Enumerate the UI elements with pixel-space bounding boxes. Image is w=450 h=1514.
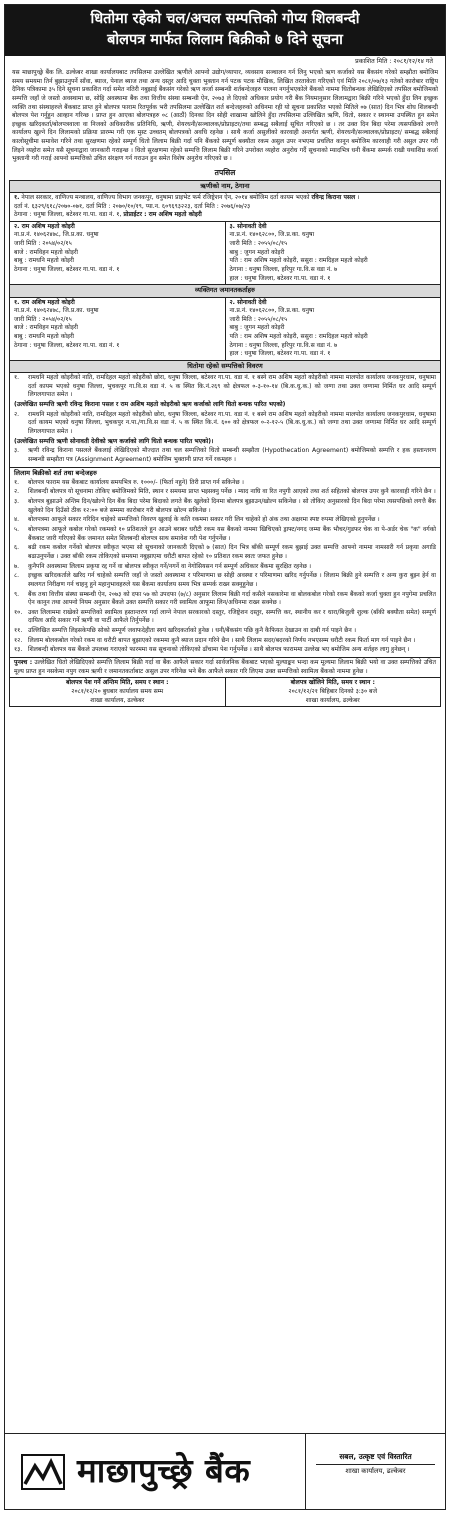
property-item-text: रामधनि महतो कोइरीको नाति, रामदिहल महतो कोइरीको छोरा, धनुषा जिल्ला, बटेश्वर गा.पा. वडा नं. १ बस्ने राम अशिष महतो कोइरीको नाममा मालपोत कार्यालय जनकपुरधाम, धनुषामा दर्ता कायम भएको धनुषा जिल्ला, भुचकपुर न.पा./गा.वि.स वडा नं. ५ क स्थित कि.नं. ६०० को क्षेत्रफल ०-२-१२-५ (बि.क.धु.क.) को जग्गा तथा उक्त जग्गामा निर्मित घर आदि सम्पूर्ण लिगलगापात समेत । — [28, 410, 436, 436]
owner-line: जारी मिति : २०५५/०८/१५ — [229, 240, 288, 248]
guarantor-line: जारी मिति : २०५५/०८/१५ — [229, 315, 288, 323]
guarantor-title: १. राम अशिष महतो कोइरी — [14, 298, 75, 306]
condition-num: ८. — [14, 572, 20, 580]
condition-num: ११. — [14, 627, 23, 635]
condition-text: इच्छुक खरिदकर्ताले खरिद गर्न चाहेको सम्पत्ति जहाँ जे जस्तो अवस्थामा र परिमाणमा छ सोही अवस्था र परिमाणमा खरिद गर्नुपर्नेछ । लिलाम बिक्री हुने सम्पत्ति र अन्य कुरा बुझ्न हेर्न वा स्थलगत निरीक्षण गर्न चाहनु हुने महानुभावहरुले यस बैंकमा कार्यालय समय भित्र सम्पर्क राख्न सक्नुहुनेछ । — [28, 572, 436, 588]
condition-item — [14, 609, 436, 626]
owner-line: हाल : धनुषा जिल्ला, बटेश्वर गा.पा. वडा नं. १ — [229, 274, 331, 282]
guarantors-heading: व्यक्तिगत जमानतकर्ताहरु — [10, 285, 441, 297]
condition-text: बढी रकम कबोल गर्नेको बोलपत्र स्वीकृत भएमा सो सूचनाको जानकारी दिएको ७ (सात) दिन भित्र बाँकी सम्पूर्ण रकम बुझाई उक्त सम्पत्ति आफ्नो नाममा नामसारी गर्न प्रकृया अगाडि बढाउनुपर्नेछ । उक्त बाँकी रकम तोकिएको समयमा नबुझाएमा धरौटी बापत रहेको १० प्रतिशत रकम स्वतः जफत हुनेछ । — [28, 544, 436, 560]
guarantor-line: बाबु : जुगन महतो कोइरी — [229, 324, 285, 332]
bank-logo-icon — [21, 1454, 65, 1490]
owner-line: ठेगाना : धनुषा जिल्ला, हरिपुर गा.वि.स वडा नं. ७ — [229, 266, 338, 273]
guarantor-line: जारी मिति : २०५४/०२/१५ — [14, 315, 72, 323]
property-note: (उल्लेखित सम्पत्ति ऋणी सोनावती देवीको ऋण कर्जाको लागि धितो बन्धक पारित भएको)। — [14, 437, 214, 445]
borrower-line1-post: । — [355, 193, 360, 201]
bank-tagline: सबल, उत्कृष्ट एवं विस्तारित — [316, 1452, 435, 1465]
owner-line: बाजे : रामविहन महतो कोइरी — [14, 248, 78, 256]
submission-title: बोलपत्र पेश गर्ने अन्तिम मिति, समय र स्थान : — [65, 679, 169, 687]
auction-notice — [4, 4, 446, 1510]
guarantor-line: बाजे : रामविहन महतो कोइरी — [14, 324, 78, 332]
opening-place: शाखा कार्यालय, ढल्केबर — [305, 696, 360, 704]
condition-num: ३. — [14, 498, 20, 506]
owner-cell-1 — [10, 221, 226, 284]
borrower-line1-pre: नेपाल सरकार, वाणिज्य मन्त्रालय, वाणिज्य विभाग जनकपुर, धनुषामा प्राइभेट फर्म रजिष्ट्रेशन ऐन, २०१४ बमोजिम दर्ता कायम भएको — [21, 193, 312, 201]
condition-num: १३. — [14, 646, 23, 654]
bank-name: माछापुच्छ्रे बैंक — [77, 1451, 251, 1491]
guarantor-cell-2 — [225, 297, 441, 360]
tapsil-heading: तपसिल — [214, 168, 236, 178]
submission-info — [10, 678, 226, 707]
condition-num: ७. — [14, 562, 20, 570]
condition-item — [14, 516, 436, 525]
notice-header — [5, 5, 445, 56]
property-item-num: १. — [14, 374, 20, 382]
punash-cell — [10, 658, 441, 678]
condition-num: १. — [14, 478, 20, 486]
owner-cell-2 — [225, 221, 441, 284]
condition-item — [14, 572, 436, 589]
borrower-name: रविन्द्र किराना पसल — [311, 193, 356, 201]
condition-item — [14, 646, 436, 655]
property-item-num: २. — [14, 410, 20, 418]
conditions-cell — [10, 467, 441, 657]
condition-num: ६. — [14, 544, 20, 552]
condition-text: शिलबन्दी बोलपत्र यो सूचनामा तोकिए बमोजिमको मिति, स्थान र समयमा प्राप्त भइसक्नु पर्नेछ । म्याद नाघि वा रित नपुगी आएको तथा शर्त सहितको बोलपत्र उपर कुनै कारवाही गरिने छैन । — [28, 488, 436, 496]
condition-item — [14, 544, 436, 561]
details-table — [9, 180, 441, 708]
condition-num: २. — [14, 488, 20, 496]
property-item-num: ३. — [14, 447, 20, 455]
condition-item — [14, 591, 436, 608]
intro-paragraph: यस माछापुच्छ्रे बैंक लि. ढल्केबर शाखा कार्यालयबाट तपसिलमा उल्लेखित ऋणीले आफ्नो उद्योग/व्यापार, व्यवसाय सञ्चालन गर्न लिनु भएको ऋण कर्जाको यस बैंकसंग गरेको सम्झौता बमोजिम समय समयमा तिर्न बुझाउनुपर्ने साँवा, ब्याज, पेनाल ब्याज तथा अन्य दस्तुर आदि चुक्ता भुक्तान गर्न पटक पटक मौखिक, लिखित तरताकेता गरिएको एवं मिति २०८१/०७/१३ गतेको कारोबार राष्ट्रिय दैनिक पत्रिकामा ३५ दिने सूचना प्रकाशित गर्दा समेत नतिरी नबुझाई बैंकसंग गरेको ऋण कर्जा सम्बन्धी शर्तबन्देजहरु पालना नगर्नुभएकोले बैंकको नाममा धितोबन्धक लेखिदिएको तपसिल बमोजिमको सम्पत्ति जहाँ जे जस्तो अवस्थामा छ, सोहि अवस्थामा बैंक तथा वित्तीय संस्था सम्बन्धी ऐन, २०७३ ले दिएको अधिकार प्रयोग गरी बैंक नियमानुसार लिलामद्वारा बिक्री गरिने भएको हुँदा लिन इच्छुक व्यक्ति तथा संस्थाहरुले बैंकबाट प्राप्त हुने बोलपत्र फाराम रितपूर्वक भरी तपसिलमा उल्लेखित शर्त बन्देजहरुको अधिनमा रही यो सूचना प्रकाशित भएको मितिले ०७ (सात) दिन भित्र शोघ शिलबन्दी बोलपत्र पेश गर्नुहुन आव्हान गरिन्छ । प्राप्त हुन आएका बोलपत्रहरु ०८ (आठौं) दिनका दिन सोही शाखामा खोलिने हुँदा तपसिलमा उल्लिखित ऋणि, धितो, सकार र स्थानमा उपस्थित हुन समेत इच्छुक खरिदकर्ता/बोलपत्रवाला वा निजको अधिकारीक प्रतिनिधि, ऋणी, शेयरधनी/सञ्चालक/प्रोप्राइटर/तथा सम्बद्ध सबैलाई सूचित गरिएको छ । तर उक्त दिन बिदा परेमा त्यसपछिको लगत्तै कार्यालय खुल्ने दिन लिलामको प्रक्रिया प्रारम्भ गरी एक मुस्ट उच्चतम् बोलपत्रको अवधि रहनेछ । साथै कर्जा असुलीको कारवाही अन्तर्गत ऋणी, शेयरधनी/सञ्चालक/प्रोप्राइटर/ सम्बद्ध सबैलाई कालोसूचीमा समावेश गरिने तथा सुरक्षणमा रहेको सम्पूर्ण धितो लिलाम बिक्री गर्दा पनि बैंकको सम्पूर्ण बक्यौता रकम असुल उपर नभएमा प्रचलित कानून बमोजिम कारवाही गरी असुल उपर गरी लिइने व्यहोरा समेत यसै सूचनाद्वारा जानकारी गराइन्छ । धितो सुरक्षणमा रहेको सम्पत्ति लिलाम बिक्री गरिने उपरोक्त व्यहोरा अनुरोध गर्दै सूचनाको म्यादभित्र धनी बैंकमा सम्पर्क राखी यथाशिघ्र कर्जा भुक्तानी गरी गराई आफ्नो सम्पत्तिको उचित संरक्षण गर्न गराउन हुन समेत विशेष अनुरोध गरिएको छ । — [12, 68, 438, 163]
owner-title: ३. सोनावती देवी — [229, 222, 267, 230]
guarantor-line: ठेगाना : धनुषा जिल्ला, बटेश्वर गा.पा. वडा नं. १ — [14, 341, 120, 349]
notice-title-line1: धितोमा रहेको चल/अचल सम्पत्तिको गोप्य शिलबन्दी — [90, 11, 360, 27]
guarantor-line: ना.प्र.नं. १४०६२८००, जि.प्र.का. धनुषा — [229, 307, 315, 315]
guarantor-line: पति : राम अशिष महतो कोइरी, ससुरा : रामदिहल महतो कोइरी — [229, 333, 368, 341]
condition-text: बोलपत्र बुझाउने अन्तिम दिन/खोल्ने दिन बैंक बिदा परेमा बिदाको लगते बैंक खुलेको दिनमा बोलपत्र बुझाउन/खोल्न सकिनेछ । सो तोकिए अनुसारको दिन बिदा परेमा त्यसपछिको लगत्तै बैंक खुलेको दिन दिउँसो ठीक १२:०० बजे सम्ममा कारोबार गरी बोलपत्र खोल्न सकिनेछ । — [28, 498, 436, 514]
owner-line: ठेगाना : धनुषा जिल्ला, बटेश्वर गा.पा. वडा नं. १ — [14, 266, 120, 273]
published-date: प्रकाशित मिति : २०८१/१२/१४ गते — [355, 58, 433, 66]
condition-item — [14, 627, 436, 636]
opening-title: बोलपत्र खोलिने मिति, समय र स्थान : — [290, 679, 375, 687]
property-cell — [10, 373, 441, 467]
borrower-address-text: ठेगाना : धनुषा जिल्ला, बटेश्वर गा.पा. वडा नं. १, — [14, 211, 124, 219]
punash-text: उल्लेखित धितो लेखिदिएको सम्पत्ति लिलाम बिक्री गर्दा वा बैंक आफैले सकार गर्दा सार्वजनिक बैंकबाट भएको मूल्याङ्कन भन्दा कम मूल्यमा लिलाम बिक्री भयो वा उक्त सम्पत्तिको उचित मूल्य प्राप्त हुन नसकेमा नपुग रकम ऋणी र जमानतकर्ताबाट असुल उपर गरिनेछ भने बैंक आफैले सकार गरि लिएमा उक्त सम्पत्तिको स्वामित्व बैंकको नाममा हुनेछ । — [14, 659, 436, 675]
guarantor-line: ना.प्र.नं. १४०६२४७८, जि.प्र.का. धनुषा — [14, 307, 99, 315]
condition-text: कुनैपनि अवस्थामा लिलाम प्रकृया रद्द गर्ने वा बोलपत्र स्वीकृत गर्ने/नगर्ने वा नेगोसियसन गर्न सम्पूर्ण अधिकार बैंकमा सुरक्षित रहनेछ । — [28, 562, 312, 570]
guarantor-cell-1 — [10, 297, 226, 360]
guarantor-line: हाल : धनुषा जिल्ला, बटेश्वर गा.पा. वडा नं. १ — [229, 350, 331, 358]
condition-item — [14, 563, 436, 572]
borrower-num: १. — [14, 193, 20, 201]
submission-place: शाखा कार्यालय, ढल्केबर — [90, 696, 145, 704]
condition-num: ९. — [14, 590, 20, 598]
guarantor-line: बाबु : रामधनि महतो कोइरी — [14, 333, 75, 341]
condition-text: उल्लिखित सम्पत्ति लिइसकेपछि सोको सम्पूर्ण जवाफदेहीता स्वयं खरिदकर्ताको हुनेछ । धनी/बैंकसंग पछि कुनै कैफियत देखाउन वा दाबी गर्न पाइने छैन । — [28, 627, 357, 635]
condition-item — [14, 479, 436, 488]
condition-num: १०. — [14, 608, 23, 616]
property-item-text: ऋणी रविन्द्र किराना पसलले बैंकलाई लेखिदिएको मौज्दात तथा चल सम्पत्तिको धितो सम्बन्धी सम्झौता (Hypothecation Agreement) बमोजिमको सम्पत्ति र हक हस्तान्तरण सम्बन्धी सम्झौता पत्र (Assignment Agreement) बमोजिम भुक्तानी प्राप्त गर्ने रकमहरु । — [28, 447, 436, 463]
condition-text: बोलपत्र फाराम यस बैंकबाट कार्यालय समयभित्र रु. १०००/- (फिर्ता नहुने) तिरी प्राप्त गर्न सकिनेछ । — [28, 478, 244, 486]
condition-num: ५. — [14, 526, 20, 534]
condition-item — [14, 498, 436, 515]
conditions-heading: लिलाम बिक्रीको शर्त तथा बन्देजहरु — [14, 468, 97, 477]
property-heading: धितोमा रहेको सम्पत्तिको विवरण — [10, 360, 441, 372]
condition-text: बोलपत्रमा आफूले सकार गरिदिन चाहेको सम्पत्तिको विवरण खुलाई के कति रकममा सकार गरी लिन चाहेको हो अंक तथा अक्षरमा स्पष्ट रुपमा लेखिएको हुनुपर्नेछ । — [28, 516, 380, 524]
borrower-heading: ऋणीको नाम, ठेगाना — [10, 180, 441, 192]
property-item — [14, 411, 436, 437]
punash-label: पुनश्च : — [14, 659, 33, 666]
condition-item — [14, 526, 436, 543]
guarantor-line: ठेगाना : धनुषा जिल्ला, हरिपुर गा.वि.स वडा नं. ७ — [229, 341, 338, 349]
condition-item — [14, 488, 436, 497]
submission-date: २०८१/१२/२० बुधबार कार्यालय समय सम्म — [71, 687, 164, 695]
borrower-cell — [10, 192, 441, 221]
owner-line: बाबु : रामधनि महतो कोइरी — [14, 257, 75, 265]
condition-text: बोलपत्रमा आफूले कबोल गरेको रकमको १० प्रतिशतले हुन आउने बराबर धरौटी रकम यस बैंकको नाममा खिचिएको ड्राफ्ट/नगद जम्मा बैंक भौचर/गुडफर चेक वा पे-अर्डर चेक "क" वर्गको बैंकबाट जारी गरिएको बैंक जमानत समेत शिलबन्दी बोलपत्र साथ समावेश गरी पेश गर्नुपर्नेछ । — [28, 526, 436, 542]
condition-num: ४. — [14, 516, 20, 524]
owner-line: बाबु : जुगन महतो कोइरी — [229, 248, 285, 256]
opening-info — [225, 678, 441, 707]
notice-title-line2: बोलपत्र मार्फत लिलाम बिक्रीको ७ दिने सूचना — [107, 32, 343, 49]
opening-date: २०८१/१२/२१ बिहिबार दिनको ३:३० बजे — [288, 687, 378, 695]
property-note: (उल्लेखित सम्पत्ति ऋणी रविन्द्र किराना पसल र राम अशिष महतो कोइरीको ऋण कर्जाको लागि धितो बन्धक पारित भएको) — [14, 401, 286, 409]
property-item — [14, 447, 436, 464]
condition-text: बैंक तथा वित्तीय संस्था सम्बन्धी ऐन, २०७३ को दफा ५७ को उपदफा (७/८) अनुसार लिलाम बिक्री गर्दा कसैले नसकारेमा वा बोलकबोल गरेको रकम बैंकको कर्जा चुक्ता हुन नपुगेमा प्रचलित ऐन कानुन तथा आफ्नो नियम अनुसार बैंकले उक्त सम्पत्ति सकार गरी स्वामित्व आफूमा लिन/अधिनमा राख्न सक्नेछ । — [28, 590, 436, 607]
bank-tagline-box — [305, 1434, 445, 1509]
condition-text: उक्त लिलाममा राखेको सम्पत्तिको स्वामित्व हस्तान्तरण गर्दा लाग्ने नेपाल सरकारको दस्तुर, रजिष्ट्रेशन दस्तुर, सम्पत्ति कर, स्थानीय कर र धारा/बिजुली शुल्क (बाँकी बक्यौता समेत) सम्पूर्ण दायित्व आदि सकार गर्ने ऋणी वा पार्टी आफैले तिर्नुपर्नेछ । — [28, 608, 436, 625]
bank-branch: शाखा कार्यालय, ढल्केबर — [345, 1467, 406, 1476]
property-item-text: रामधनि महतो कोइरीको नाति, रामदिहल महतो कोइरीको छोरा, धनुषा जिल्ला, बटेश्वर गा.पा. वडा नं. १ बस्ने राम अशिष महतो कोइरीको नाममा मालपोत कार्यालय जनकपुरधाम, धनुषामा दर्ता कायम भएको धनुषा जिल्ला, भुचकपुर गा.वि.स वडा नं. ५ क स्थित कि.नं.२६९ को क्षेत्रफल ०-३-१०-१४ (बि.क.धु.क.) को जग्गा तथा उक्त जग्गामा निर्मित घर आदि सम्पूर्ण लिगलगापात समेत । — [28, 374, 436, 399]
condition-text: लिलाम बोलकबोल गरेको रकम वा धरौटी बापत बुझाएको रकममा कुनै ब्याज प्रदान गरिने छैन । साथै लिलाम सदर/बदरको निर्णय नभएसम्म धरौटी रकम फिर्ता माग गर्न पाइने छैन । — [28, 636, 416, 644]
owner-line: ना.प्र.नं. १४०६२८००, जि.प्र.का. धनुषा — [229, 231, 315, 239]
guarantor-title: २. सोनावती देवी — [229, 298, 267, 306]
owner-title: २. राम अशिष महतो कोइरी — [14, 222, 75, 230]
borrower-address — [14, 211, 436, 220]
bank-brand-bar — [5, 1433, 445, 1509]
owner-line: जारी मिति : २०५४/०२/१५ — [14, 240, 72, 248]
condition-text: शिलबन्दी बोलपत्र यस बैंकले उपलब्ध गराएको फारममा यस सूचनाको तोकिएको ढाँचामा पेश गर्नुपर्नेछ । साथै बोलपत्र फाराममा उल्लेख भए बमोजिम अन्य शर्तहरु लागु हुनेछन् । — [28, 646, 410, 654]
owner-line: पति : राम अशिष महतो कोइरी, ससुरा : रामदिहल महतो कोइरी — [229, 257, 368, 265]
borrower-registration: दर्ता नं. ६३२९/६१८/२०७०-०७१, दर्ता मिति : २०७०/१०/१९, प्या.न. ६०९६९३२२३, दर्ता मिति : २०७६/०७/२३ — [14, 202, 251, 210]
owner-line: ना.प्र.नं. १४०६२४७८, जि.प्र.का. धनुषा — [14, 231, 99, 239]
condition-item — [14, 637, 436, 646]
condition-num: १२. — [14, 636, 23, 644]
property-item — [14, 374, 436, 400]
borrower-proprietor: प्रोप्राईटर : राम अशिष महतो कोइरी — [123, 211, 202, 219]
